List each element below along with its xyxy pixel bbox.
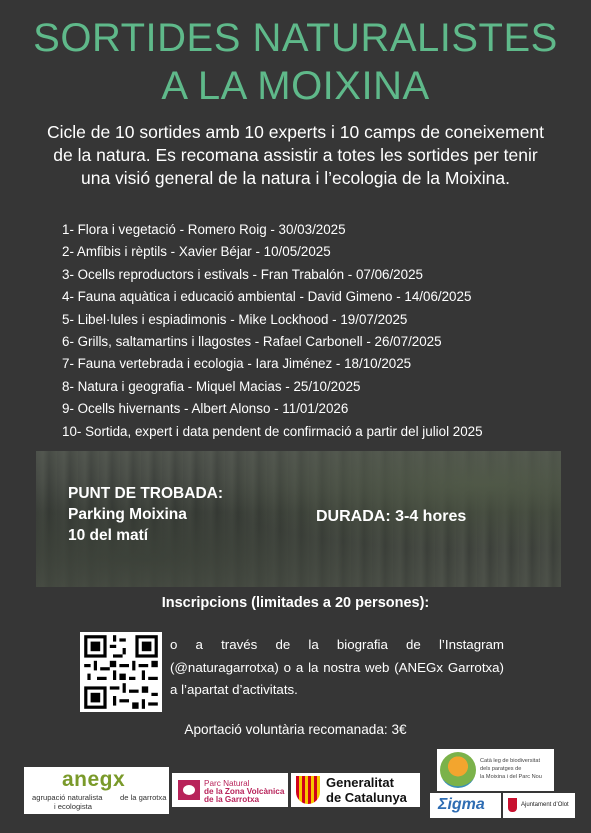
list-item: 5- Libel·lules i espiadimonis - Mike Lockhood - 19/07/2025 [62,311,408,327]
contribution-text: Aportació voluntària recomanada: 3€ [184,722,407,737]
list-item: 9- Ocells hivernants - Albert Alonso - 11/01/2026 [62,401,349,417]
cataleg-line-2: dels paratges de [480,766,522,772]
olot-shield-icon [508,798,517,812]
intro-line-2: de la natura. Es recomana assistir a totes les sortides per tenir [53,145,538,165]
list-item: 4- Fauna aquàtica i educació ambiental - David Gimeno - 14/06/2025 [62,289,472,305]
cataleg-biodiversitat-logo [437,749,554,791]
ajuntament-olot-logo [503,793,575,818]
list-item: 10- Sortida, expert i data pendent de confirmació a partir del juliol 2025 [62,423,483,439]
intro-line-1: Cicle de 10 sortides amb 10 experts i 10 camps de coneixement [46,122,545,142]
meeting-point-info [68,483,223,546]
list-item: 6- Grills, saltamartins i llagostes - Rafael Carbonell - 26/07/2025 [62,334,442,350]
sigma-logo [430,793,501,818]
list-item: 8- Natura i geografia - Miquel Macias - 25/10/2025 [62,378,361,394]
meeting-time: 10 del matí [68,527,149,544]
session-list [62,219,483,443]
list-item: 3- Ocells reproductors i estivals - Fran Trabalón - 07/06/2025 [62,266,423,282]
signup-instructions: o a través de la biografia de l’Instagram (@naturagarrotxa) o a la nostra web (ANEGx Garrotxa) a l’apartat d’activitats. [170,637,504,697]
cataleg-line-3: la Moixina i del Parc Nou [480,774,542,780]
list-item: 2- Amfibis i rèptils - Xavier Béjar - 10/05/2025 [62,244,331,260]
parc-logo-line-1: Parc Natural [204,779,250,788]
landscape-badge-icon [440,752,476,788]
sigma-logo-text: Σigma [438,796,485,813]
generalitat-logo [291,773,420,807]
senyera-icon [296,776,320,804]
olot-logo-text: Ajuntament d’Olot [521,802,569,808]
intro-text [22,121,569,190]
anegx-logo-sub3: de la garrotxa [120,793,167,802]
cataleg-line-1: Catà leg de biodiversitat [480,758,541,764]
anegx-logo-sub2: i ecologista [54,802,92,811]
generalitat-line-1: Generalitat [326,775,394,790]
generalitat-line-2: de Catalunya [326,790,407,805]
poster-title [0,14,591,110]
qr-code-icon [80,632,162,712]
list-item: 1- Flora i vegetació - Romero Roig - 30/03/2025 [62,222,346,237]
qr-code[interactable] [80,632,162,712]
anegx-logo-name: anegx [62,768,126,791]
signup-title: Inscripcions (limitades a 20 persones): [161,595,430,611]
title-line-2: A LA MOIXINA [161,64,430,108]
parc-logo-line-3: de la Garrotxa [204,795,260,804]
anegx-logo-sub1: agrupació naturalista [32,793,103,802]
parc-natural-icon [178,780,200,800]
anegx-logo [24,767,169,814]
list-item: 7- Fauna vertebrada i ecologia - Iara Jiménez - 18/10/2025 [62,356,412,372]
intro-line-3: una visió general de la natura i l’ecologia de la Moixina. [80,168,510,188]
meeting-point-banner [36,451,561,587]
duration: DURADA: 3-4 hores [316,508,467,525]
parc-logo-line-2: de la Zona Volcànica [204,787,285,796]
parc-natural-logo [172,773,288,807]
meeting-point-label: PUNT DE TROBADA: [68,485,223,502]
meeting-place: Parking Moixina [68,506,187,523]
title-line-1: SORTIDES NATURALISTES [33,16,558,60]
